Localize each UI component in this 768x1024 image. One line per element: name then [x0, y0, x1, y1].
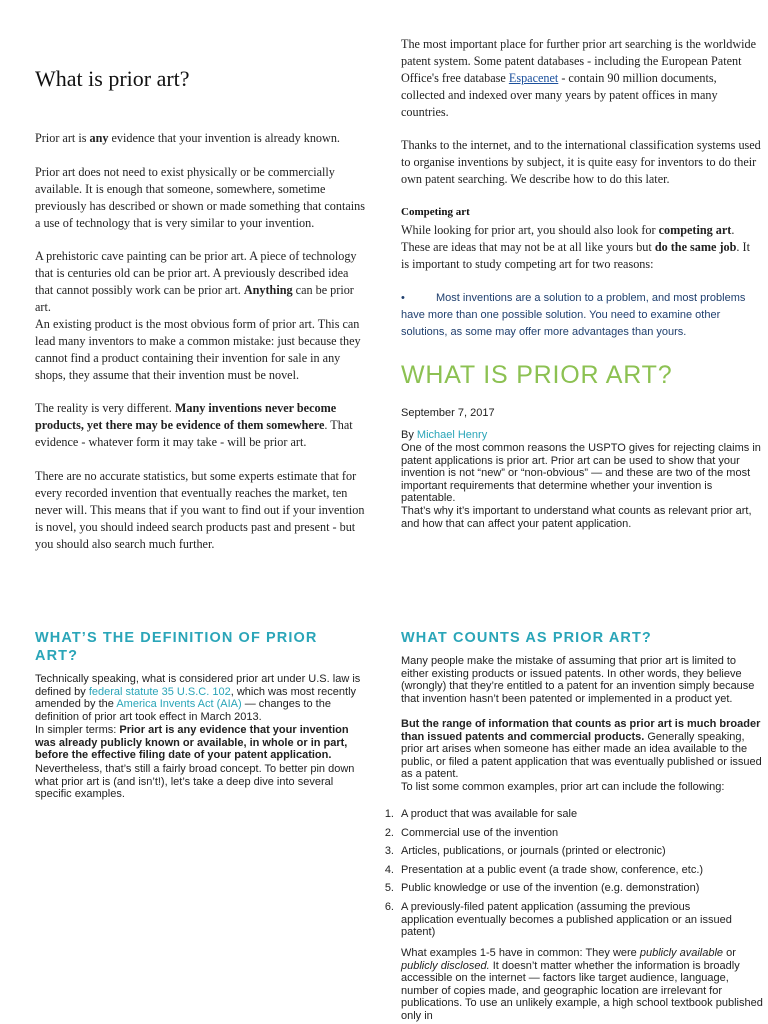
left-paragraph-6: There are no accurate statistics, but some experts estimate that for every recorded invention that eventually reaches the market, ten never will. This means that if you want to find out if your invention is novel, you should indeed search products past and present - but you should also search much further. — [35, 469, 365, 551]
definition-paragraph-2 — [35, 724, 367, 762]
text-span: While looking for prior art, you should also look for — [401, 223, 659, 237]
text-bold: Many inventions never become products, yet there may be evidence of them somewhere — [35, 401, 337, 432]
list-item — [380, 901, 745, 939]
left-paragraph-1 — [35, 130, 367, 147]
right-paragraph-2: Thanks to the internet, and to the international classification systems used to organise inventions by subject, it is quite easy for inventors to do their own patent searching. We describe how to do this later. — [401, 138, 761, 186]
text-span: A prehistoric cave painting can be prior art. A piece of technology that is centuries old can be prior art. A previously described idea that cannot possibly work can be prior art. — [35, 249, 357, 297]
right-paragraph-1 — [401, 36, 761, 121]
text-bold: competing art — [658, 223, 732, 237]
text-span: . It is important to study competing art for two reasons: — [401, 240, 750, 271]
text-bold: do the same job — [654, 240, 737, 254]
list-item — [380, 827, 745, 840]
list-number: 2. — [384, 826, 394, 839]
text-span: The most important place for further prior art searching is the worldwide patent system. Some patent databases - including the European Patent Office's free database — [401, 37, 757, 85]
list-number: 4. — [384, 863, 394, 876]
article-byline — [401, 429, 761, 442]
counts-summary-paragraph — [401, 947, 763, 1023]
text-bold: Prior art is any evidence that your invention was already publicly known or available, in whole or in part, before the effective filing date of your patent application. — [35, 724, 349, 762]
text-span: Prior art is — [35, 131, 90, 145]
author-link[interactable]: Michael Henry — [416, 429, 488, 441]
text-span: By — [401, 429, 417, 441]
article-intro: One of the most common reasons the USPTO gives for rejecting claims in patent applications is prior art. Prior art can be used to show that your invention is not “new” or “non-obvious” — and these are two of the most important requirements that determine whether your invention is patentable. — [401, 442, 761, 505]
list-text: Presentation at a public event (a trade show, conference, etc.) — [401, 863, 704, 876]
text-bold: But the range of information that counts as prior art is much broader than issued patents and commercial products. — [401, 718, 761, 743]
text-span: . That evidence - whatever form it may take - will be prior art. — [35, 418, 353, 449]
text-span: can be prior art. — [35, 283, 354, 314]
statute-link[interactable]: federal statute 35 U.S.C. 102 — [88, 685, 231, 698]
definition-heading: WHAT’S THE DEFINITION OF PRIOR ART? — [35, 630, 318, 664]
list-text: Articles, publications, or journals (printed or electronic) — [401, 845, 666, 858]
text-span: . These are ideas that may not be at all like yours but — [401, 223, 735, 254]
counts-paragraph-1: Many people make the mistake of assuming that prior art is limited to either existing products or issued patents. In other words, they believe (wrongly) that they’re entitled to a patent for an invention simply because that invention hasn’t been patented or implemented in a product yet. — [401, 655, 755, 705]
list-item — [380, 864, 745, 877]
text-span: In simpler terms: — [35, 724, 120, 736]
definition-paragraph-1 — [35, 673, 367, 723]
text-italic: publicly disclosed. — [401, 959, 490, 972]
bullet-dot-icon: • — [401, 292, 405, 304]
counts-paragraph-3: To list some common examples, prior art can include the following: — [401, 781, 725, 793]
competing-art-paragraph — [401, 222, 761, 273]
text-span: It doesn’t matter whether the information is broadly accessible on the internet — factors like target audience, language, number of copies made, and geographic location are irrelevant for publications. To use an unlikely example, a high school textbook published only in — [401, 959, 763, 1022]
text-italic: publicly available — [639, 947, 724, 959]
text-span: The reality is very different. — [35, 401, 175, 415]
left-paragraph-2: Prior art does not need to exist physically or be commercially available. It is enough that someone, somewhere, sometime previously has described or shown or made something that contains a use of technology that is very similar to your invention. — [35, 165, 366, 230]
list-number: 5. — [384, 882, 394, 895]
bullet-item — [401, 290, 761, 341]
bullet-text: Most inventions are a solution to a problem, and most problems have more than one possible solution. You need to examine other solutions, as some may offer more advantages than yours. — [401, 292, 746, 338]
text-span: evidence that your invention is already known. — [108, 131, 340, 145]
list-text: A product that was available for sale — [401, 808, 578, 820]
counts-heading: WHAT COUNTS AS PRIOR ART? — [401, 630, 652, 646]
article-intro-2: That’s why it’s important to understand what counts as relevant prior art, and how that can affect your patent application. — [401, 505, 752, 530]
left-paragraph-3 — [35, 248, 367, 316]
text-bold: any — [89, 131, 109, 145]
aia-link[interactable]: America Invents Act (AIA) — [116, 698, 242, 711]
list-text: A previously-filed patent application (assuming the previous application eventually becomes a published application or an issued patent) — [401, 900, 732, 939]
competing-art-heading: Competing art — [401, 206, 470, 218]
page-title: What is prior art? — [35, 66, 190, 91]
text-span: What examples 1-5 have in common: They were — [401, 947, 640, 959]
list-number: 1. — [384, 808, 394, 820]
article-date: September 7, 2017 — [401, 407, 495, 419]
prior-art-examples-list — [380, 808, 745, 945]
text-span: , which was most recently amended by the — [35, 685, 357, 711]
article-heading: WHAT IS PRIOR ART? — [401, 361, 673, 389]
definition-paragraph-3: Nevertheless, that’s still a fairly broad concept. To better pin down what prior art is (and isn’t!), let’s take a deep dive into several specific examples. — [35, 763, 355, 801]
list-number: 3. — [384, 845, 394, 858]
left-paragraph-5 — [35, 400, 367, 451]
text-span: Generally speaking, prior art arises when someone has either made an idea available to the public, or filed a patent application that was eventually published or issued as a patent. — [401, 730, 762, 781]
text-span: Technically speaking, what is considered prior art under U.S. law is defined by — [35, 673, 361, 698]
espacenet-link[interactable]: Espacenet — [508, 71, 559, 85]
text-span: — changes to the definition of prior art took effect in March 2013. — [35, 698, 331, 723]
text-span: or — [723, 947, 736, 959]
list-item — [380, 882, 745, 895]
list-item — [380, 808, 745, 821]
counts-paragraph-2 — [401, 718, 763, 781]
list-text: Public knowledge or use of the invention (e.g. demonstration) — [401, 882, 700, 895]
list-number: 6. — [384, 900, 394, 913]
list-item — [380, 845, 745, 858]
text-bold: Anything — [243, 283, 293, 297]
text-span: - contain 90 million documents, collected and indexed over many years by patent offices in many countries. — [401, 71, 718, 119]
list-text: Commercial use of the invention — [401, 826, 559, 839]
left-paragraph-4: An existing product is the most obvious form of prior art. This can lead many inventors to make a common mistake: just because they cannot find a product containing their invention for sale in any shops, they assume that their invention must be novel. — [35, 317, 361, 382]
